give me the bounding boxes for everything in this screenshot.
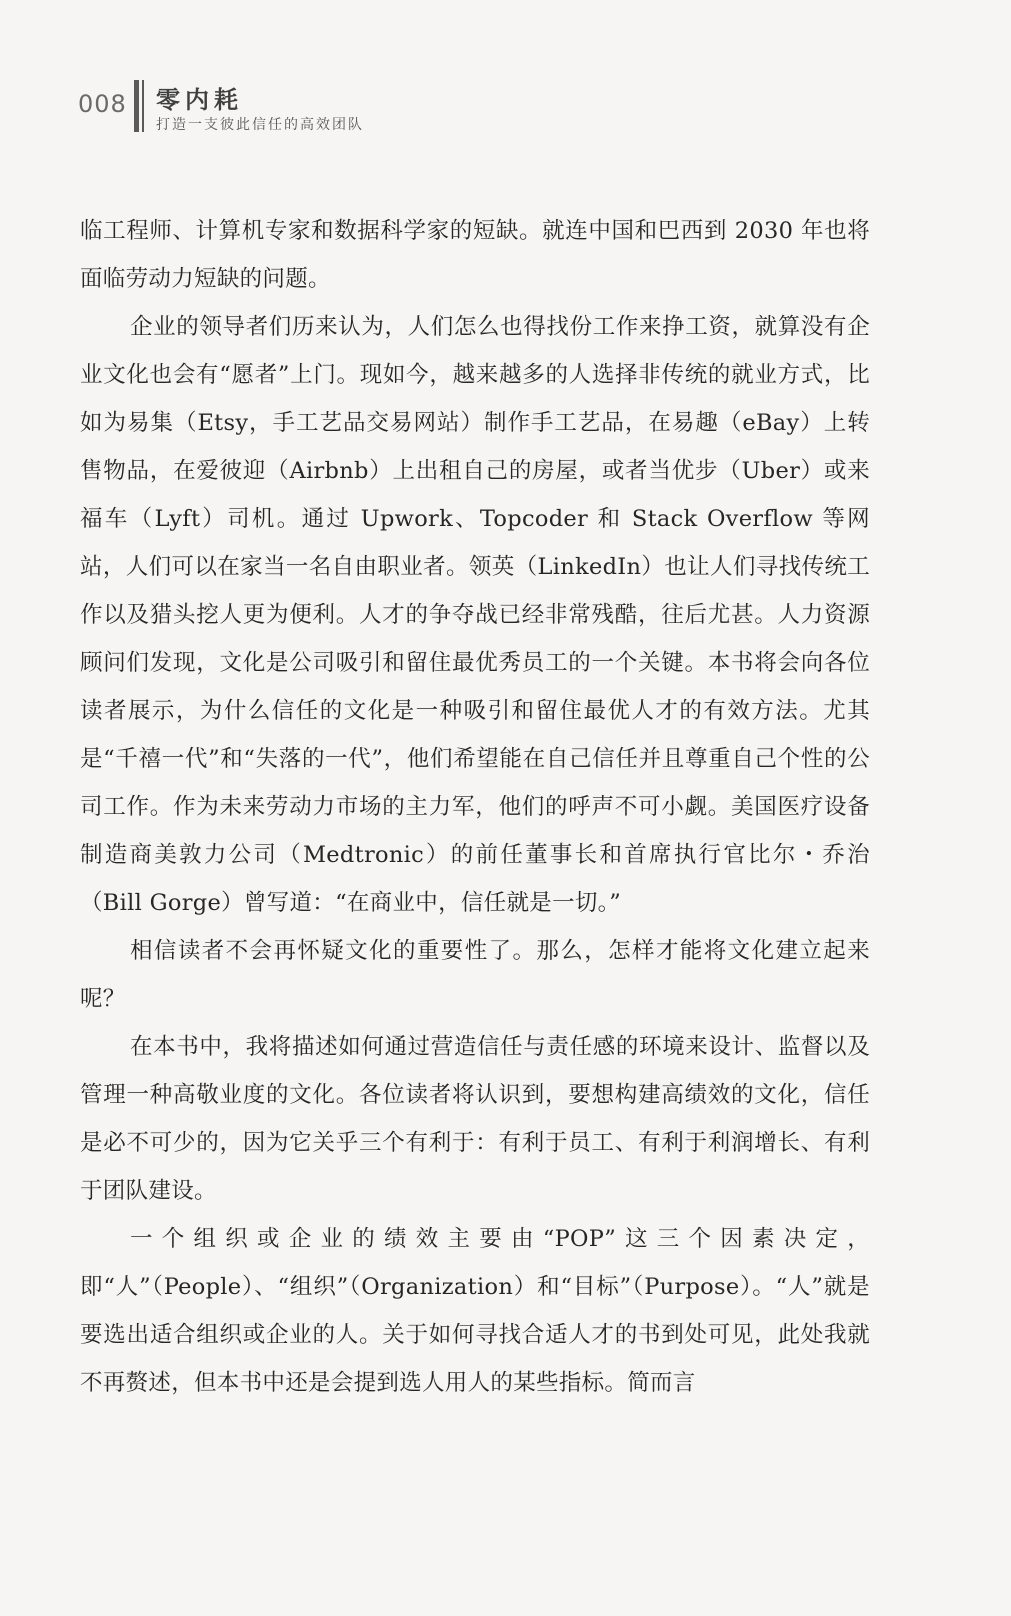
- paragraph-5: 一个组织或企业的绩效主要由“POP”这三个因素决定，即“人”（People）、“组织”（Organization）和“目标”（Purpose）。“人”就是要选出适合组织或企业的人。关于如何寻找合适人才的书到处可见，此处我就不再赘述，但本书中还是会提到选人用人的某些指标。简而言: [80, 1226, 870, 1396]
- book-subtitle: 打造一支彼此信任的高效团队: [156, 117, 364, 133]
- page-number: 008: [78, 90, 127, 118]
- paragraph-2: 企业的领导者们历来认为，人们怎么也得找份工作来挣工资，就算没有企业文化也会有“愿者”上门。现如今，越来越多的人选择非传统的就业方式，比如为易集（Etsy，手工艺品交易网站）制作手工艺品，在易趣（eBay）上转售物品，在爱彼迎（Airbnb）上出租自己的房屋，或者当优步（Uber）或来福车（Lyft）司机。通过 Upwork、Topcoder 和 Stack Overflow 等网站，人们可以在家当一名自由职业者。领英（LinkedIn）也让人们寻找传统工作以及猎头挖人更为便利。人才的争夺战已经非常残酷，往后尤甚。人力资源顾问们发现，文化是公司吸引和留住最优秀员工的一个关键。本书将会向各位读者展示，为什么信任的文化是一种吸引和留住最优人才的有效方法。尤其是“千禧一代”和“失落的一代”，他们希望能在自己信任并且尊重自己个性的公司工作。作为未来劳动力市场的主力军，他们的呼声不可小觑。美国医疗设备制造商美敦力公司（Medtronic）的前任董事长和首席执行官比尔・乔治（Bill Gorge）曾写道：“在商业中，信任就是一切。”: [80, 314, 870, 916]
- book-title: 零内耗: [156, 86, 243, 114]
- body-text: [80, 207, 870, 1407]
- paragraph-4: 在本书中，我将描述如何通过营造信任与责任感的环境来设计、监督以及管理一种高敬业度的文化。各位读者将认识到，要想构建高绩效的文化，信任是必不可少的，因为它关乎三个有利于：有利于员工、有利于利润增长、有利于团队建设。: [80, 1034, 870, 1204]
- paragraph-3: 相信读者不会再怀疑文化的重要性了。那么，怎样才能将文化建立起来呢？: [80, 938, 870, 1012]
- header-divider-thick: [134, 80, 139, 132]
- paragraph-1: 临工程师、计算机专家和数据科学家的短缺。就连中国和巴西到 2030 年也将面临劳动力短缺的问题。: [80, 218, 870, 292]
- header-divider-thin: [142, 80, 144, 132]
- running-header: [78, 76, 578, 136]
